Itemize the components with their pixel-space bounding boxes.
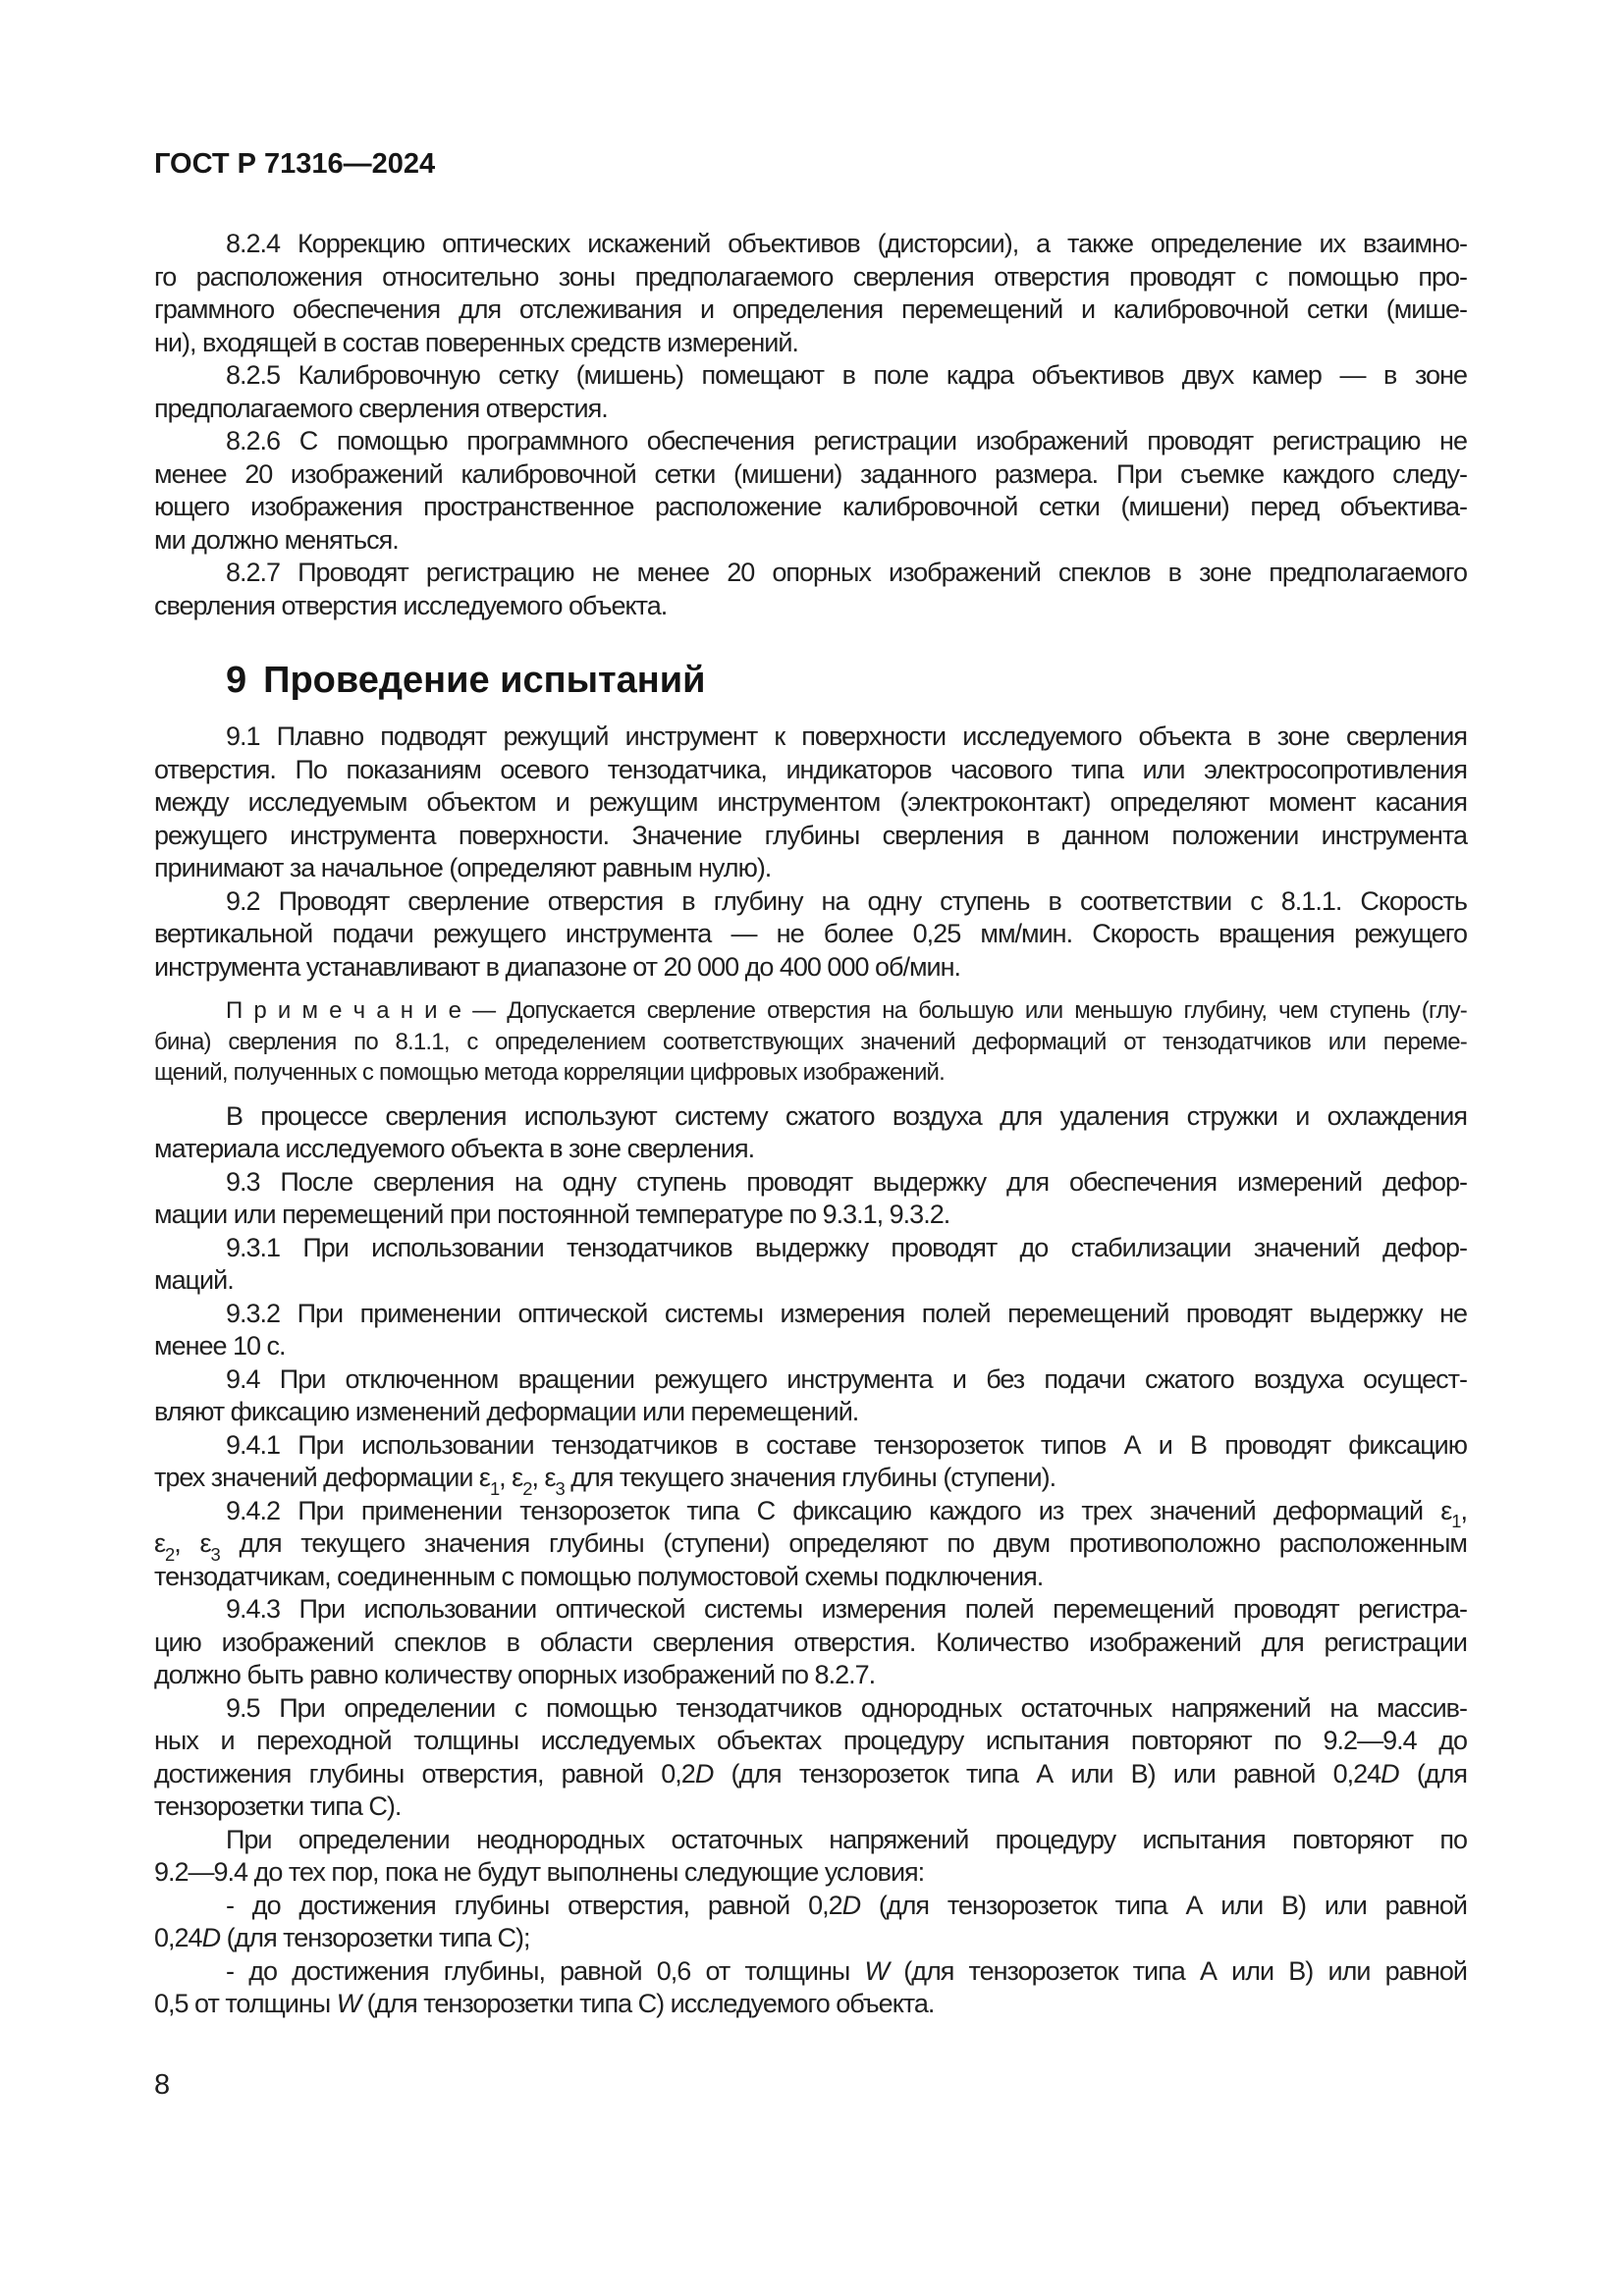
paragraph [154, 721, 1467, 885]
text-line: 0,5 от толщины W (для тензорозетки типа С) исследуемого объекта. [154, 1989, 935, 2018]
paragraph [154, 1495, 1467, 1594]
paragraph [154, 1166, 1467, 1232]
text-line: менее 10 с. [154, 1331, 286, 1361]
text-line: вертикальной подачи режущего инструмента — не более 0,25 мм/мин. Скорость вращения режущего [154, 919, 1467, 948]
text-line: 9.3.2 При применении оптической системы измерения полей перемещений проводят выдержку не [226, 1298, 1467, 1328]
document-content [154, 228, 1467, 2021]
text-line: 9.1 Плавно подводят режущий инструмент к поверхности исследуемого объекта в зоне сверления [226, 721, 1467, 751]
paragraph [154, 359, 1467, 425]
text-line: сверления отверстия исследуемого объекта. [154, 590, 668, 620]
paragraph [154, 1232, 1467, 1298]
text-line: П р и м е ч а н и е — Допускается сверление отверстия на большую или меньшую глубину, чем ступень (глу- [226, 997, 1467, 1024]
text-line: вляют фиксацию изменений деформации или перемещений. [154, 1397, 859, 1426]
text-line: 9.2 Проводят сверление отверстия в глубину на одну ступень в соответствии с 8.1.1. Скорость [226, 885, 1467, 916]
text-line: предполагаемого сверления отверстия. [154, 393, 608, 423]
paragraph [154, 1363, 1467, 1429]
section-heading [154, 658, 1467, 703]
paragraph [154, 228, 1467, 359]
paragraph [154, 1100, 1467, 1166]
paragraph [154, 1824, 1467, 1890]
note-paragraph [154, 995, 1467, 1089]
text-line: трех значений деформации $\varepsilon_1$, $\varepsilon_2$, $\varepsilon_3$ для текущего значения глубины (ступени). [154, 1463, 1056, 1499]
text-line: - до достижения глубины, равной 0,6 от толщины W (для тензорозеток типа А или В) или равной [226, 1955, 1467, 1986]
section-title: Проведение испытаний [263, 660, 706, 701]
text-line: ющего изображения пространственное расположение калибровочной сетки (мишени) перед объектива- [154, 492, 1467, 521]
document-body [154, 147, 1467, 2021]
paragraph [154, 1593, 1467, 1692]
text-line: мации или перемещений при постоянной температуре по 9.3.1, 9.3.2. [154, 1200, 950, 1229]
paragraph [154, 1955, 1467, 2021]
text-line: ми должно меняться. [154, 524, 399, 555]
text-line: 9.4.1 При использовании тензодатчиков в составе тензорозеток типов А и В проводят фиксацию [226, 1429, 1467, 1460]
text-line: $\varepsilon_2$, $\varepsilon_3$ для текущего значения глубины (ступени) определяют по двум противоположно расположенным [154, 1528, 1467, 1565]
text-line: менее 20 изображений калибровочной сетки (мишени) заданного размера. При съемке каждого следу- [154, 458, 1467, 489]
text-line: В процессе сверления используют систему сжатого воздуха для удаления стружки и охлаждения [226, 1100, 1467, 1131]
text-line: бина) сверления по 8.1.1, с определением соответствующих значений деформаций от тензодатчиков или переме- [154, 1028, 1467, 1055]
text-line: тензодатчикам, соединенным с помощью полумостовой схемы подключения. [154, 1561, 1044, 1591]
page-number: 8 [154, 2069, 171, 2101]
text-line: достижения глубины отверстия, равной 0,2D (для тензорозеток типа А или В) или равной 0,24D (для [154, 1758, 1467, 1789]
paragraph [154, 1298, 1467, 1363]
text-line: 9.4.2 При применении тензорозеток типа С фиксацию каждого из трех значений деформаций $\varepsilon_1$, [226, 1495, 1467, 1532]
text-line: материала исследуемого объекта в зоне сверления. [154, 1134, 755, 1163]
paragraph [154, 425, 1467, 557]
text-line: 9.5 При определении с помощью тензодатчиков однородных остаточных напряжений на массив- [226, 1692, 1467, 1723]
text-line: 8.2.4 Коррекцию оптических искажений объективов (дисторсии), а также определение их взаимно- [226, 229, 1467, 258]
paragraph [154, 885, 1467, 985]
text-line: 9.4.3 При использовании оптической системы измерения полей перемещений проводят регистра- [226, 1594, 1467, 1624]
text-line: - до достижения глубины отверстия, равной 0,2D (для тензорозеток типа А или В) или равной [226, 1890, 1467, 1920]
text-line: ни), входящей в состав поверенных средств измерений. [154, 327, 798, 357]
text-line: 8.2.7 Проводят регистрацию не менее 20 опорных изображений спеклов в зоне предполагаемого [226, 558, 1467, 587]
text-line: принимают за начальное (определяют равным нулю). [154, 853, 772, 882]
paragraph [154, 1692, 1467, 1824]
text-line: граммного обеспечения для отслеживания и определения перемещений и калибровочной сетки (мише- [154, 294, 1467, 324]
text-line: отверстия. По показаниям осевого тензодатчика, индикаторов часового типа или электросопротивления [154, 754, 1467, 784]
text-line: 0,24D (для тензорозетки типа С); [154, 1923, 530, 1952]
text-line: тензорозетки типа С). [154, 1791, 402, 1821]
paragraph [154, 1429, 1467, 1499]
text-line: ных и переходной толщины исследуемых объектах процедуру испытания повторяют по 9.2—9.4 до [154, 1726, 1467, 1755]
text-line: щений, полученных с помощью метода корреляции цифровых изображений. [154, 1059, 946, 1086]
text-line: 8.2.6 С помощью программного обеспечения регистрации изображений проводят регистрацию не [226, 426, 1467, 455]
text-line: маций. [154, 1265, 234, 1295]
paragraph [154, 1890, 1467, 1955]
text-line: 9.2—9.4 до тех пор, пока не будут выполнены следующие условия: [154, 1857, 925, 1887]
text-line: го расположения относительно зоны предполагаемого сверления отверстия проводят с помощью про- [154, 261, 1467, 292]
text-line: между исследуемым объектом и режущим инструментом (электроконтакт) определяют момент касания [154, 787, 1467, 817]
text-line: инструмента устанавливают в диапазоне от 20 000 до 400 000 об/мин. [154, 951, 961, 982]
text-line: 9.3.1 При использовании тензодатчиков выдержку проводят до стабилизации значений дефор- [226, 1232, 1467, 1262]
document-header: ГОСТ Р 71316—2024 [154, 148, 436, 180]
text-line: 8.2.5 Калибровочную сетку (мишень) помещают в поле кадра объективов двух камер — в зоне [226, 360, 1467, 390]
paragraph [154, 557, 1467, 622]
text-line: режущего инструмента поверхности. Значение глубины сверления в данном положении инструмента [154, 820, 1467, 850]
text-line: цию изображений спеклов в области сверления отверстия. Количество изображений для регистрации [154, 1627, 1467, 1657]
text-line: должно быть равно количеству опорных изображений по 8.2.7. [154, 1660, 876, 1689]
text-line: При определении неоднородных остаточных напряжений процедуру испытания повторяют по [226, 1824, 1467, 1854]
text-line: 9.4 При отключенном вращении режущего инструмента и без подачи сжатого воздуха осущест- [226, 1363, 1467, 1394]
text-line: 9.3 После сверления на одну ступень проводят выдержку для обеспечения измерений дефор- [226, 1166, 1467, 1197]
section-number: 9 [226, 660, 247, 701]
